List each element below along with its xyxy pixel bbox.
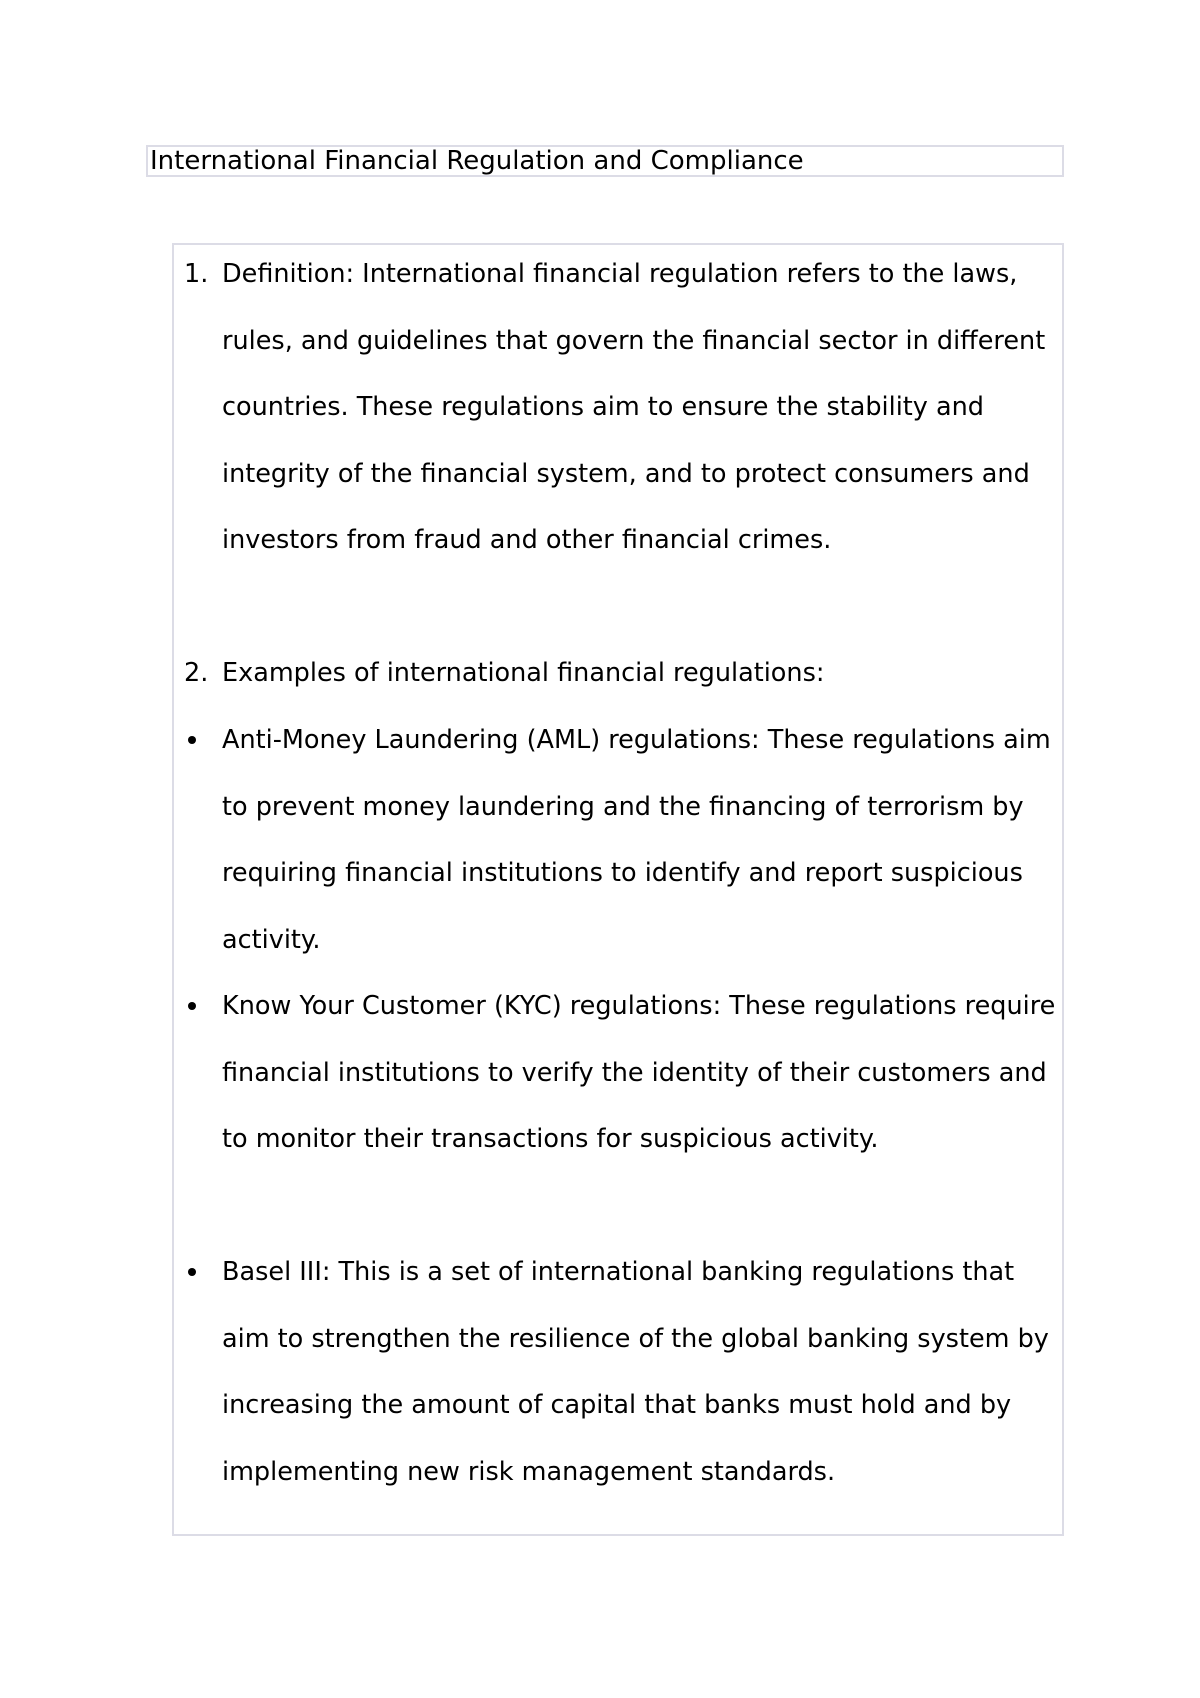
- basel-text: Basel III: This is a set of international banking regulations that aim to strengthen the resilience of the global banking system by increasing the amount of capital that banks must hold and by implementing new risk management standards.: [222, 1257, 1049, 1487]
- kyc-text: Know Your Customer (KYC) regulations: These regulations require financial institutions to verify the identity of their customers and to monitor their transactions for suspicious activity.: [222, 991, 1056, 1154]
- list-number-1: 1.: [184, 259, 209, 289]
- examples-heading-text: Examples of international financial regulations:: [222, 658, 825, 688]
- aml-text: Anti-Money Laundering (AML) regulations: These regulations aim to prevent money laundering and the financing of terrorism by requiring financial institutions to identify and report suspicious activity.: [222, 725, 1051, 955]
- content-list: [172, 243, 1064, 1536]
- document-title: International Financial Regulation and Compliance: [146, 145, 1064, 177]
- list-number-2: 2.: [184, 658, 209, 688]
- definition-text: Definition: International financial regulation refers to the laws, rules, and guidelines that govern the financial sector in different countries. These regulations aim to ensure the stability and integrity of the financial system, and to protect consumers and investors from fraud and other financial crimes.: [222, 259, 1046, 555]
- bullet-icon: [188, 1268, 196, 1276]
- bullet-icon: [188, 1002, 196, 1010]
- bullet-icon: [188, 736, 196, 744]
